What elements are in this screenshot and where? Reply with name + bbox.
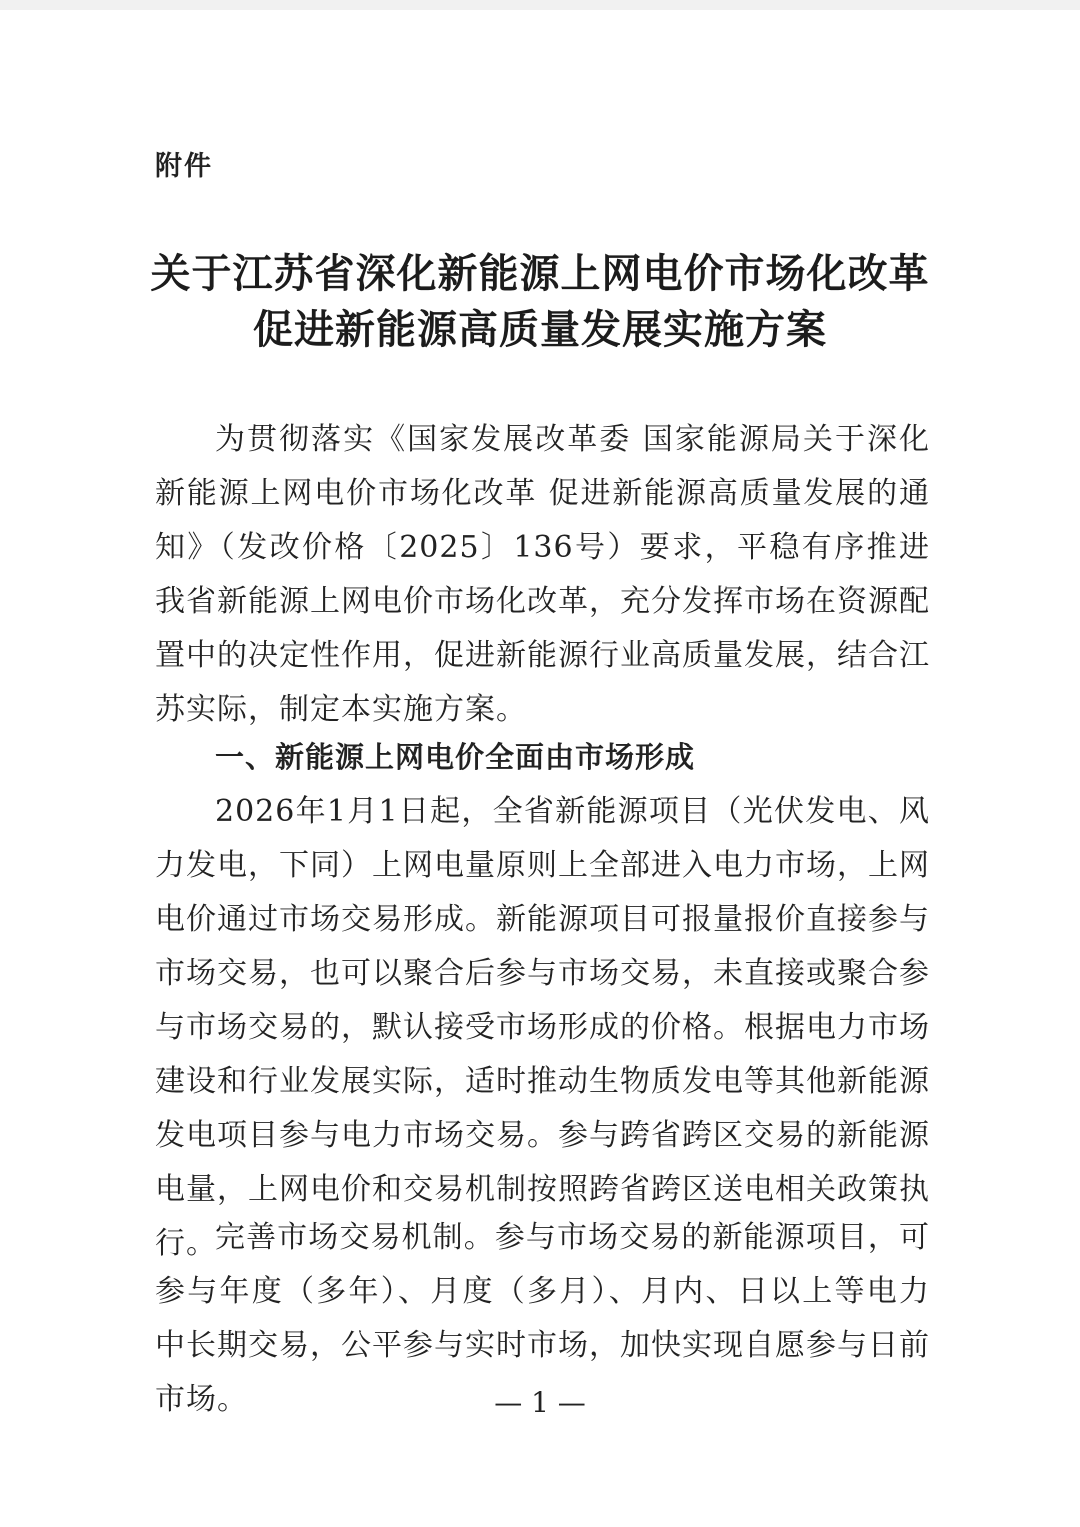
section-heading: 一、新能源上网电价全面由市场形成 — [215, 740, 696, 774]
attachment-label: 附件 — [155, 151, 213, 182]
intro-paragraph: 为贯彻落实《国家发展改革委 国家能源局关于深化新能源上网电价市场化改革 促进新能源高质量发展的通知》（发改价格〔2025〕136号）要求，平稳有序推进我省新能源上网电价市场化改革，充分发挥市场在资源配置中的决定性作用，促进新能源行业高质量发展，结合江苏实际，制定本实施方案。 — [155, 422, 930, 727]
document-title-line2: 促进新能源高质量发展实施方案 — [253, 306, 827, 353]
section-paragraph: 2026年1月1日起，全省新能源项目（光伏发电、风力发电，下同）上网电量原则上全部进入电力市场，上网电价通过市场交易形成。新能源项目可报量报价直接参与市场交易，也可以聚合后参与市场交易，未直接或聚合参与市场交易的，默认接受市场形成的价格。根据电力市场建设和行业发展实际，适时推动生物质发电等其他新能源发电项目参与电力市场交易。参与跨省跨区交易的新能源电量，上网电价和交易机制按照跨省跨区送电相关政策执行。 — [155, 794, 930, 1261]
scan-edge — [0, 0, 1080, 10]
document-title-line1: 关于江苏省深化新能源上网电价市场化改革 — [150, 250, 930, 297]
section-paragraph-2: 完善市场交易机制。参与市场交易的新能源项目，可参与年度（多年）、月度（多月）、月内、日以上等电力中长期交易，公平参与实时市场，加快实现自愿参与日前市场。 — [155, 1220, 930, 1417]
page-number: — 1 — — [494, 1386, 586, 1419]
